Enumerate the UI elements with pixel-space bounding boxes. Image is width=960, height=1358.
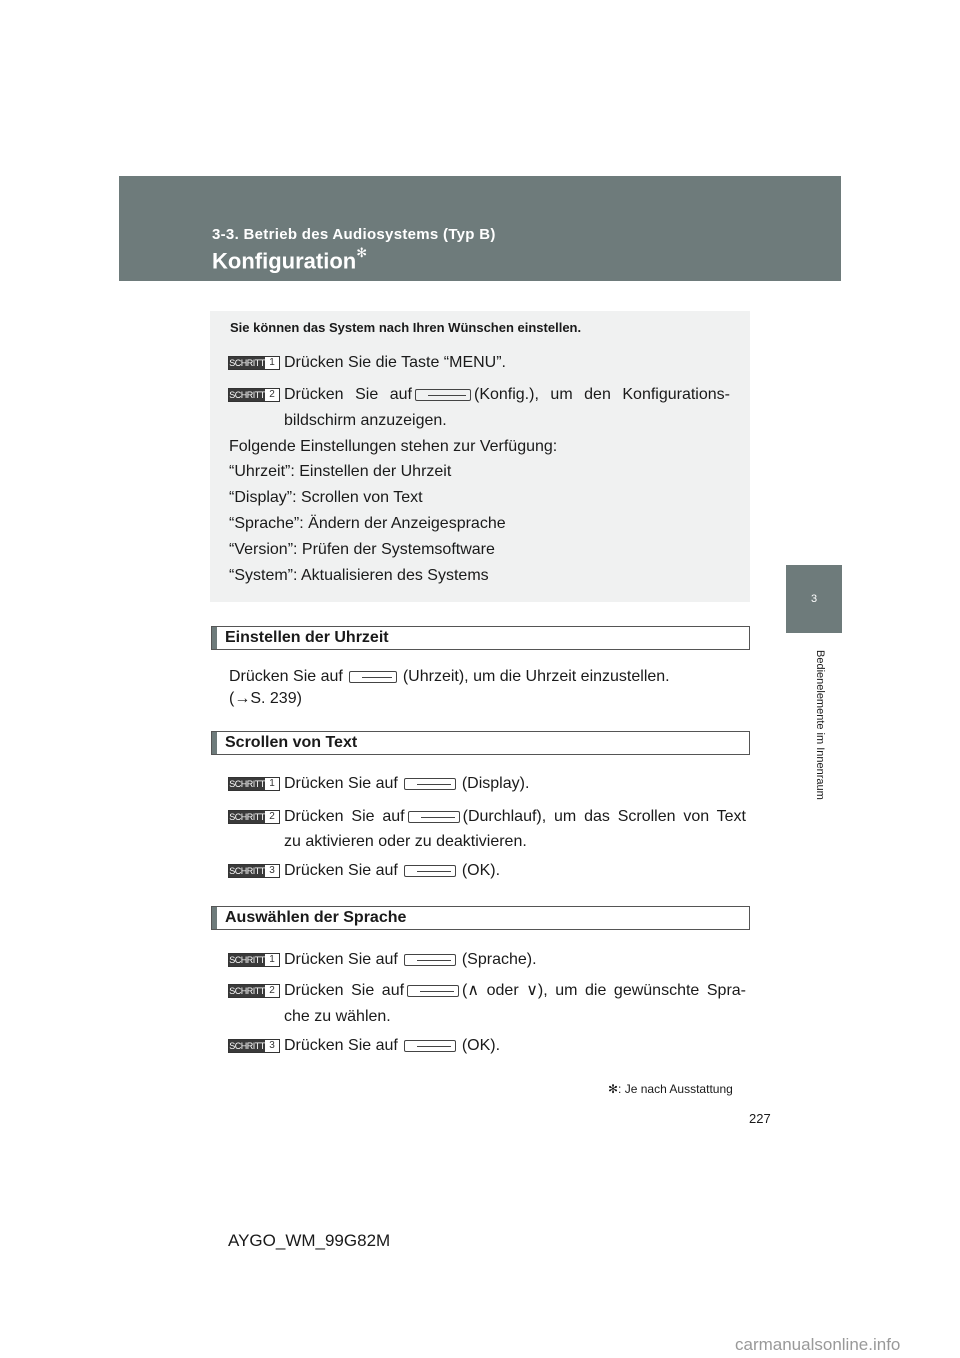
step-badge-1 [228, 777, 280, 791]
subheading-scroll [211, 731, 750, 755]
watermark: carmanualsonline.info [735, 1335, 901, 1354]
step-badge-3 [228, 1039, 280, 1053]
step-text-pre: Drücken Sie auf [284, 951, 398, 968]
step-text-post: (Uhrzeit), um die Uhrzeit einzustellen. [402, 668, 670, 685]
step-text-post: (Sprache). [461, 951, 537, 968]
step-badge-1 [228, 953, 280, 967]
step-text-post: (Display). [461, 775, 530, 792]
step-word: SCHRITT [229, 986, 265, 996]
section-title: 3-3. Betrieb des Audiosystems (Typ B) [212, 226, 496, 243]
subheading-text: Einstellen der Uhrzeit [225, 629, 389, 646]
step-badge-2 [228, 810, 280, 824]
step-number: 1 [265, 954, 279, 966]
scroll-step-1-text [284, 774, 529, 794]
clock-instruction [229, 667, 670, 687]
settings-item: “System”: Aktualisieren des Systems [229, 567, 489, 584]
language-step-1-text [284, 950, 537, 970]
step-number: 2 [265, 985, 279, 997]
display-button-icon [404, 778, 456, 790]
page-title-text: Konfiguration [212, 248, 357, 274]
page-number: 227 [749, 1111, 771, 1126]
step-badge-2 [228, 984, 280, 998]
step-text-pre: Drücken Sie auf [284, 982, 405, 999]
settings-item: “Uhrzeit”: Einstellen der Uhrzeit [229, 463, 452, 480]
scroll-step-2-text [284, 807, 746, 827]
language-button-icon [404, 954, 456, 966]
chapter-tab [786, 565, 842, 633]
language-step-3-text [284, 1036, 500, 1056]
step-number: 2 [265, 811, 279, 823]
step-word: SCHRITT [229, 779, 265, 789]
document-code: AYGO_WM_99G82M [228, 1231, 391, 1250]
step-word: SCHRITT [229, 390, 265, 400]
settings-list-intro: Folgende Einstellungen stehen zur Verfügung: [229, 438, 558, 455]
intro-text: Sie können das System nach Ihren Wünschen einstellen. [230, 320, 582, 335]
step-badge-1 [228, 356, 280, 370]
step-text-post: (Durchlauf), um das Scrollen von Text [462, 808, 747, 825]
settings-item: “Version”: Prüfen der Systemsoftware [229, 541, 495, 558]
scroll-button-icon [408, 811, 460, 823]
language-step-2-text [284, 981, 746, 1001]
arrow-button-icon [407, 985, 459, 997]
step-badge-2 [228, 388, 280, 402]
settings-item: “Display”: Scrollen von Text [229, 489, 423, 506]
language-step-2-cont: che zu wählen. [284, 1008, 391, 1025]
scroll-step-3-text [284, 861, 500, 881]
step-word: SCHRITT [229, 812, 265, 822]
step-text-post: (∧ oder ∨), um die gewünschte Spra- [462, 982, 746, 999]
step-text-pre: Drücken Sie auf [284, 808, 405, 825]
scroll-step-2-cont: zu aktivieren oder zu deaktivieren. [284, 833, 527, 850]
step-text-post: (Konfig.), um den Konfigurations- [473, 386, 730, 403]
step-text-pre: Drücken Sie auf [229, 668, 343, 685]
step-word: SCHRITT [229, 955, 265, 965]
step-text-post: (OK). [461, 862, 501, 879]
settings-item: “Sprache”: Ändern der Anzeigesprache [229, 515, 506, 532]
step-number: 1 [265, 778, 279, 790]
subheading-text: Auswählen der Sprache [225, 909, 407, 926]
step-text-pre: Drücken Sie auf [284, 775, 398, 792]
config-button-icon [415, 389, 471, 401]
chapter-label: Bedienelemente im Innenraum [814, 650, 826, 800]
ok-button-icon [404, 1040, 456, 1052]
chapter-number: 3 [810, 593, 818, 605]
intro-step-1-text: Drücken Sie die Taste “MENU”. [284, 354, 506, 371]
step-text-pre: Drücken Sie auf [284, 386, 412, 403]
step-text-post: (OK). [461, 1037, 501, 1054]
step-word: SCHRITT [229, 358, 265, 368]
step-word: SCHRITT [229, 866, 265, 876]
step-number: 3 [265, 1040, 279, 1052]
step-number: 3 [265, 865, 279, 877]
optional-equipment-mark: ✻ [356, 245, 368, 260]
page-title [212, 245, 368, 274]
clock-button-icon [349, 671, 397, 683]
footnote: ✻: Je nach Ausstattung [608, 1082, 733, 1096]
step-word: SCHRITT [229, 1041, 265, 1051]
intro-step-2-cont: bildschirm anzuzeigen. [284, 412, 447, 429]
step-text-pre: Drücken Sie auf [284, 862, 398, 879]
step-number: 2 [265, 389, 279, 401]
intro-step-2-text [284, 385, 730, 405]
step-text-pre: Drücken Sie auf [284, 1037, 398, 1054]
subheading-clock [211, 626, 750, 650]
ok-button-icon [404, 865, 456, 877]
page-reference: (→S. 239) [229, 690, 302, 707]
subheading-text: Scrollen von Text [225, 734, 358, 751]
subheading-language [211, 906, 750, 930]
step-badge-3 [228, 864, 280, 878]
step-number: 1 [265, 357, 279, 369]
